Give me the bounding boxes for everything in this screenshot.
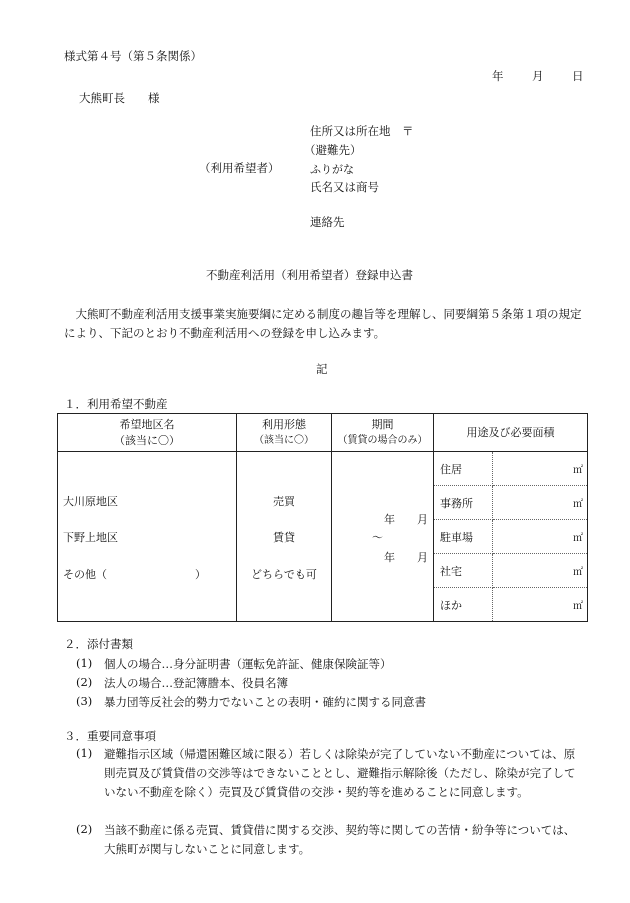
- purpose-label-residence: 住居: [434, 452, 493, 486]
- attachment-num-3: (3): [76, 694, 93, 708]
- purpose-unit-company-housing[interactable]: ㎡: [493, 554, 588, 588]
- consent-num-1: (1): [76, 746, 93, 760]
- period-to-unit: 年 月: [384, 550, 428, 564]
- furigana-label: ふりがな: [310, 163, 354, 176]
- district-option-shimonogami[interactable]: 下野上地区: [63, 530, 118, 544]
- consent-text-1: 避難指示区域（帰還困難区域に限る）若しくは除染が完了していない不動産については、原則売買及び賃貸借の交渉等はできないこととし、避難指示解除後（ただし、除染が完了していない不動産を除く）売買及び賃貸借の交渉・契約等を進めることに同意します。: [104, 747, 576, 799]
- usage-header-note: （該当に〇）: [254, 434, 314, 446]
- purpose-label-office: 事務所: [434, 486, 493, 520]
- usage-header: [237, 414, 332, 452]
- attachment-text-1: 個人の場合…身分証明書（運転免許証、健康保険証等）: [104, 657, 392, 671]
- period-cell[interactable]: [332, 452, 434, 622]
- period-header-title: 期間: [371, 417, 394, 431]
- date-year-label: 年: [492, 69, 504, 83]
- purpose-unit-other[interactable]: ㎡: [573, 601, 583, 612]
- intro-paragraph: 大熊町不動産利活用支援事業実施要綱に定める制度の趣旨等を理解し、同要綱第５条第１項の規定により、下記のとおり不動産利活用への登録を申し込みます。: [64, 307, 582, 340]
- name-label: 氏名又は商号: [310, 180, 379, 194]
- attachment-text-2: 法人の場合…登記簿謄本、役員名簿: [104, 676, 288, 690]
- attachment-text-3: 暴力団等反社会的勢力でないことの表明・確約に関する同意書: [104, 695, 426, 709]
- district-cell[interactable]: [58, 452, 237, 622]
- ki-label: 記: [316, 362, 328, 376]
- period-header-note: （賃貸の場合のみ）: [337, 434, 428, 446]
- purpose-row[interactable]: [434, 588, 587, 622]
- date-month-label: 月: [532, 69, 544, 83]
- district-option-okawara[interactable]: 大川原地区: [63, 494, 118, 508]
- section1-heading: １．利用希望不動産: [64, 397, 168, 411]
- consent-num-2: (2): [76, 822, 93, 836]
- usage-cell[interactable]: [237, 452, 332, 622]
- district-header-title: 希望地区名: [119, 417, 175, 431]
- usage-option-either[interactable]: どちらでも可: [251, 567, 317, 581]
- period-header: [332, 414, 434, 452]
- table-header-row: [58, 414, 588, 452]
- evacuation-label: （避難先）: [304, 143, 362, 157]
- purpose-label-company-housing: 社宅: [434, 554, 493, 588]
- purpose-row[interactable]: [434, 520, 587, 554]
- form-number: 様式第４号（第５条関係）: [64, 49, 202, 63]
- section3-heading: ３．重要同意事項: [64, 729, 156, 743]
- purpose-row[interactable]: [434, 486, 587, 520]
- purpose-label-other: ほか: [434, 588, 493, 622]
- purpose-label-parking: 駐車場: [434, 520, 493, 554]
- district-header: [58, 414, 237, 452]
- purpose-area-table: [434, 452, 587, 621]
- usage-option-sale[interactable]: 売買: [273, 494, 295, 508]
- consent-text-2: 当該不動産に係る売買、賃貸借に関する交渉、契約等に関しての苦情・紛争等については、大熊町が関与しないことに同意します。: [104, 823, 576, 856]
- attachment-num-1: (1): [76, 656, 93, 670]
- usage-option-lease[interactable]: 賃貸: [273, 530, 295, 544]
- table-body-row: [58, 452, 588, 622]
- purpose-cell: [434, 452, 588, 622]
- purpose-row[interactable]: [434, 554, 587, 588]
- addressee: 大熊町長 様: [79, 91, 160, 105]
- document-title: 不動産利活用（利用希望者）登録申込書: [206, 268, 413, 282]
- purpose-unit-residence[interactable]: ㎡: [493, 452, 588, 486]
- district-option-other[interactable]: その他（ ）: [63, 567, 206, 581]
- purpose-unit-office[interactable]: ㎡: [493, 486, 588, 520]
- contact-label: 連絡先: [310, 215, 345, 229]
- period-tilde: 〜: [372, 530, 383, 544]
- purpose-header: 用途及び必要面積: [434, 414, 588, 452]
- property-table: [57, 413, 588, 622]
- usage-header-title: 利用形態: [262, 417, 306, 431]
- purpose-row[interactable]: [434, 452, 587, 486]
- purpose-unit-parking[interactable]: ㎡: [493, 520, 588, 554]
- district-header-note: （該当に〇）: [114, 433, 180, 447]
- address-label: 住所又は所在地 〒: [310, 124, 414, 138]
- applicant-label: （利用希望者）: [199, 161, 280, 175]
- date-day-label: 日: [572, 69, 584, 83]
- section2-heading: ２．添付書類: [64, 637, 133, 651]
- attachment-num-2: (2): [76, 675, 93, 689]
- period-from-unit: 年 月: [384, 512, 428, 526]
